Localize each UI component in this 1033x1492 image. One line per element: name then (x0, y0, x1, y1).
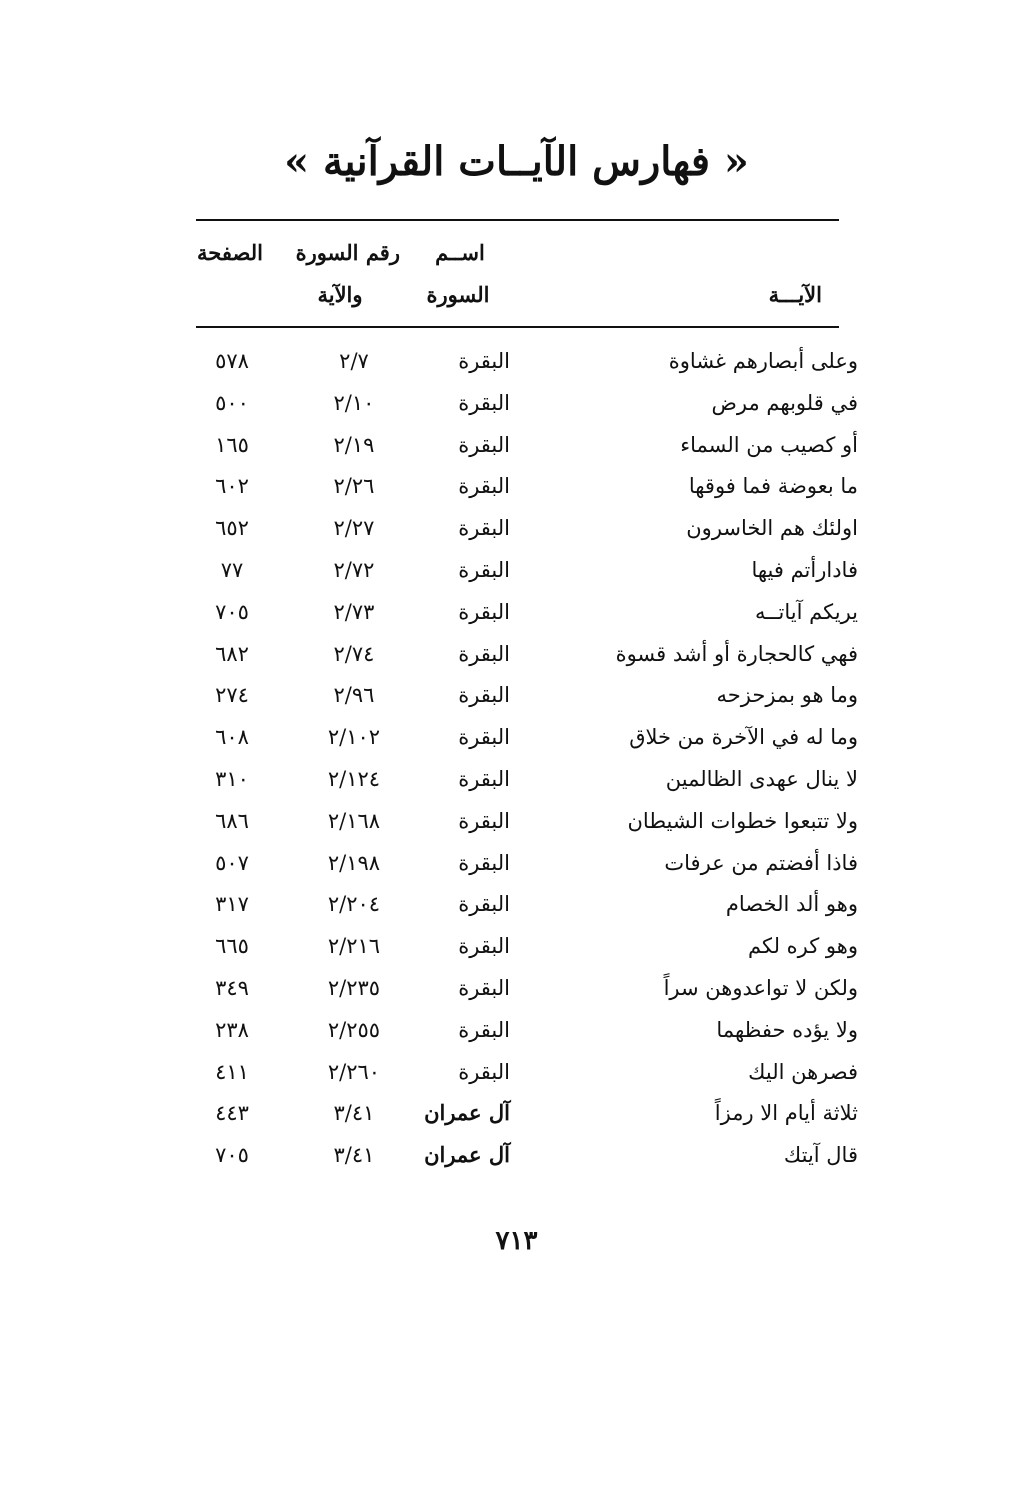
ayah-cell: قال آيتك (783, 1143, 858, 1168)
header-top-rule (196, 219, 839, 221)
page-cell: ٦٠٢ (215, 474, 249, 499)
reference-cell: ٢/١٩٨ (327, 850, 381, 875)
table-row (196, 1009, 860, 1051)
surah-cell: البقرة (458, 474, 510, 499)
reference-cell: ٢/٢٠٤ (327, 892, 381, 917)
page-cell: ٧٧ (220, 557, 244, 582)
ayah-cell: فاذا أفضتم من عرفات (664, 850, 858, 875)
table-row (196, 1092, 860, 1134)
page-cell: ٧٠٥ (215, 599, 249, 624)
surah-cell: البقرة (458, 599, 510, 624)
page-cell: ٤١١ (215, 1059, 249, 1084)
page-cell: ٦٠٨ (215, 725, 249, 750)
page-cell: ٦٨٦ (215, 808, 249, 833)
page-cell: ٦٥٢ (215, 516, 249, 541)
reference-cell: ٢/١٠ (333, 390, 375, 415)
table-row (196, 591, 860, 633)
page-cell: ٣١٧ (215, 892, 249, 917)
page-number: ٧١٣ (495, 1226, 538, 1256)
table-row (196, 465, 860, 507)
ayah-cell: ثلاثة أيام الا رمزاً (714, 1101, 858, 1126)
surah-cell: البقرة (458, 850, 510, 875)
surah-cell: البقرة (458, 725, 510, 750)
ayah-cell: فهي كالحجارة أو أشد قسوة (615, 641, 858, 666)
ayah-cell: وهو ألد الخصام (725, 892, 858, 917)
reference-cell: ٣/٤١ (333, 1143, 375, 1168)
ayah-cell: وعلى أبصارهم غشاوة (668, 349, 858, 373)
table-row (196, 1051, 860, 1093)
ayah-cell: لا ينال عهدى الظالمين (665, 766, 858, 791)
surah-cell: البقرة (458, 390, 510, 415)
page-cell: ٥٠٠ (215, 390, 249, 415)
table-row (196, 842, 860, 884)
header-number-line1: رقم السورة (295, 240, 400, 265)
surah-cell: البقرة (458, 349, 510, 373)
ayah-cell: أو كصيب من السماء (680, 432, 858, 457)
surah-cell: البقرة (458, 432, 510, 457)
ayah-cell: فادارأتم فيها (751, 557, 858, 582)
surah-cell: البقرة (458, 683, 510, 708)
ayah-cell: فصرهن اليك (748, 1059, 858, 1084)
ayah-cell: ولا يؤده حفظهما (716, 1017, 858, 1042)
header-bottom-rule (196, 326, 839, 328)
page-title: « فهارس الآيــات القرآنية » (284, 138, 749, 185)
reference-cell: ٢/٢٧ (333, 516, 375, 541)
page-cell: ٢٣٨ (215, 1017, 249, 1042)
ayah-cell: في قلوبهم مرض (711, 390, 858, 415)
reference-cell: ٢/٢٣٥ (327, 975, 381, 1000)
surah-cell: البقرة (458, 1017, 510, 1042)
reference-cell: ٢/١٦٨ (327, 808, 381, 833)
reference-cell: ٢/٢١٦ (327, 934, 381, 959)
page-cell: ٣٤٩ (215, 975, 249, 1000)
ayah-cell: وما له في الآخرة من خلاق (629, 725, 858, 750)
reference-cell: ٢/٩٦ (333, 683, 375, 708)
surah-cell: البقرة (458, 1059, 510, 1084)
table-row (196, 633, 860, 675)
surah-cell: آل عمران (424, 1142, 510, 1168)
ayah-cell: ولكن لا تواعدوهن سراً (663, 975, 858, 1000)
surah-cell: البقرة (458, 892, 510, 917)
table-row (196, 424, 860, 466)
reference-cell: ٢/٧٣ (333, 599, 375, 624)
reference-cell: ٢/١٢٤ (327, 766, 381, 791)
page-cell: ٥٠٧ (215, 850, 249, 875)
surah-cell: البقرة (458, 516, 510, 541)
reference-cell: ٢/١٩ (333, 432, 375, 457)
page-cell: ٧٠٥ (215, 1143, 249, 1168)
reference-cell: ٢/٢٦٠ (327, 1059, 381, 1084)
surah-cell: البقرة (458, 766, 510, 791)
table-row (196, 925, 860, 967)
reference-cell: ٢/٢٥٥ (327, 1017, 381, 1042)
ayah-cell: ما بعوضة فما فوقها (688, 474, 858, 499)
index-table (196, 340, 860, 1176)
header-ayah: الآيـــة (768, 282, 822, 307)
reference-cell: ٢/٧٢ (333, 557, 375, 582)
table-row (196, 382, 860, 424)
header-surah-name-line1: اســم (435, 240, 485, 265)
table-row (196, 716, 860, 758)
ayah-cell: وهو كره لكم (748, 934, 858, 959)
surah-cell: البقرة (458, 934, 510, 959)
ayah-cell: اولئك هم الخاسرون (686, 516, 858, 541)
page-cell: ٦٨٢ (215, 641, 249, 666)
table-row (196, 967, 860, 1009)
header-surah-name-line2: السورة (426, 282, 490, 307)
ayah-cell: ولا تتبعوا خطوات الشيطان (627, 808, 858, 833)
table-row (196, 507, 860, 549)
surah-cell: البقرة (458, 808, 510, 833)
surah-cell: البقرة (458, 975, 510, 1000)
page-cell: ٤٤٣ (215, 1101, 249, 1126)
page-cell: ٣١٠ (215, 766, 249, 791)
table-row (196, 674, 860, 716)
reference-cell: ٢/٧٤ (333, 641, 375, 666)
surah-cell: البقرة (458, 557, 510, 582)
page-cell: ٦٦٥ (215, 934, 249, 959)
page-cell: ١٦٥ (215, 432, 249, 457)
table-row (196, 800, 860, 842)
page-cell: ٢٧٤ (215, 683, 249, 708)
table-row (196, 758, 860, 800)
surah-cell: البقرة (458, 641, 510, 666)
ayah-cell: يريكم آياتــه (754, 599, 858, 624)
reference-cell: ٢/١٠٢ (327, 725, 381, 750)
reference-cell: ٢/٧ (339, 349, 369, 373)
reference-cell: ٣/٤١ (333, 1101, 375, 1126)
header-page: الصفحة (197, 240, 263, 265)
table-row (196, 883, 860, 925)
surah-cell: آل عمران (424, 1100, 510, 1126)
reference-cell: ٢/٢٦ (333, 474, 375, 499)
header-number-line2: والآية (317, 282, 363, 307)
table-row (196, 340, 860, 382)
table-row (196, 1134, 860, 1176)
page-cell: ٥٧٨ (215, 349, 249, 373)
ayah-cell: وما هو بمزحزحه (716, 683, 858, 708)
table-row (196, 549, 860, 591)
